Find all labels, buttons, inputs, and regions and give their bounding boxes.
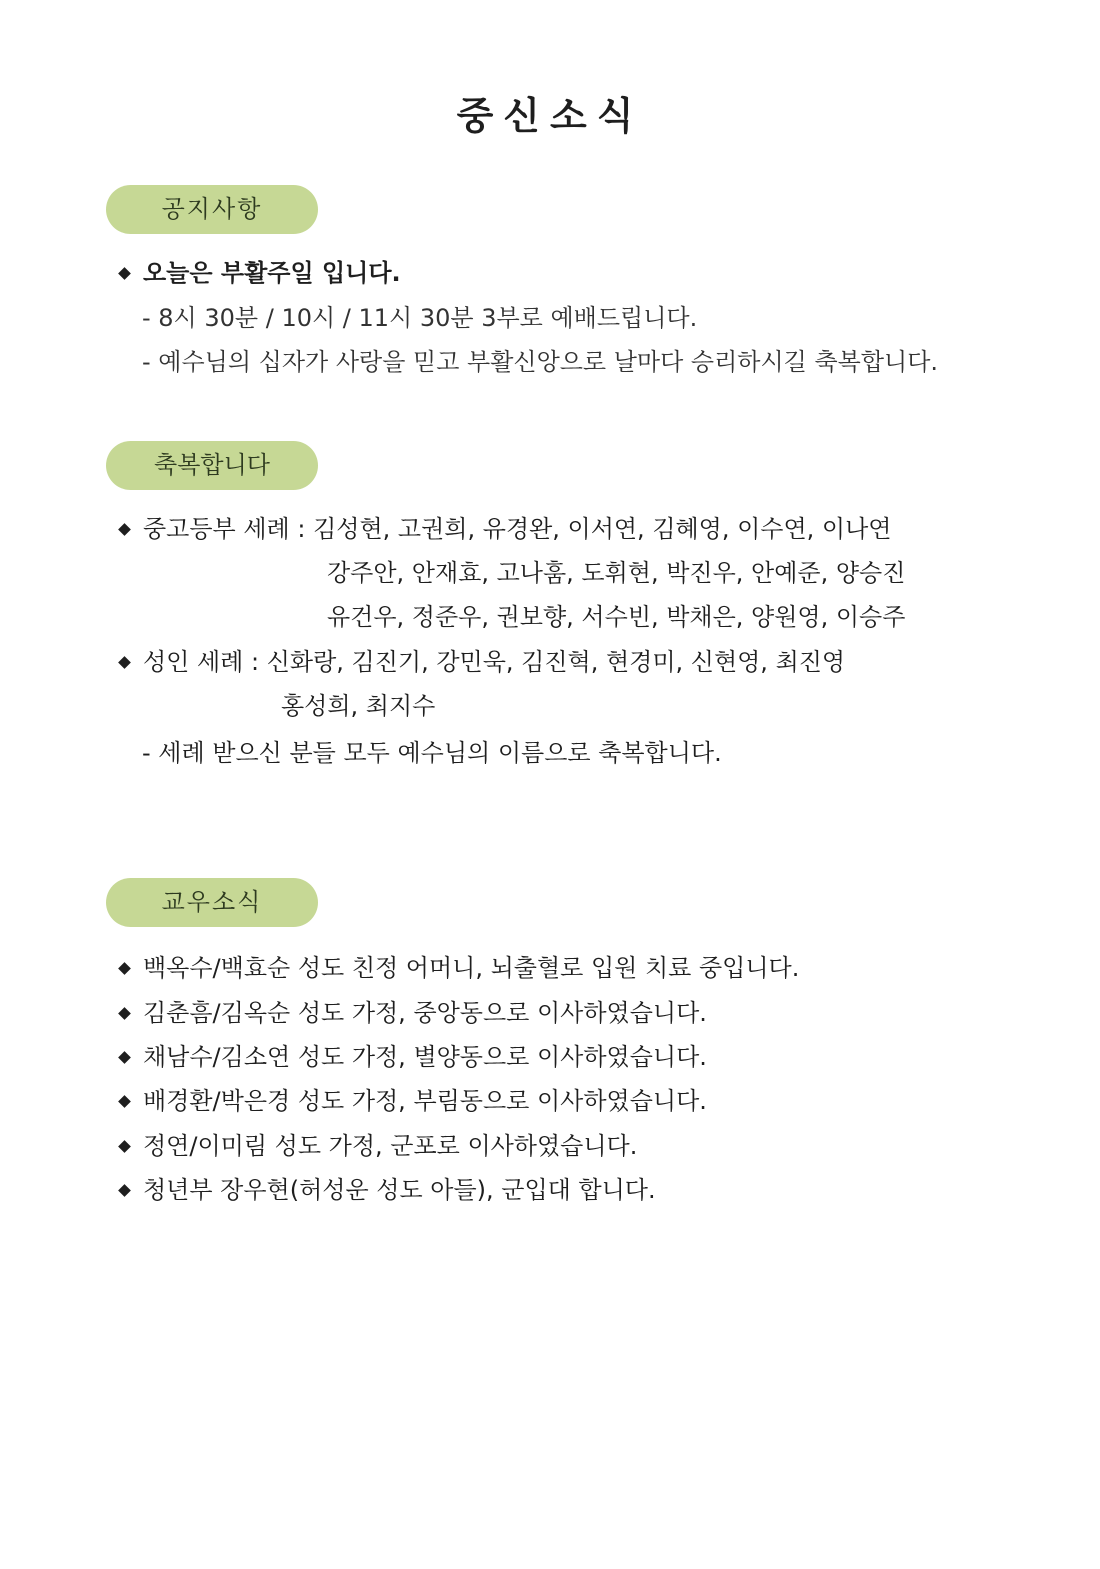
youth-baptism-text: 중고등부 세례 : 김성현, 고권희, 유경완, 이서연, 김혜영, 이수연, 이나연	[143, 515, 892, 543]
diamond-bullet-icon	[118, 523, 131, 536]
notice-sub-1: - 8시 30분 / 10시 / 11시 30분 3부로 예배드립니다.	[142, 304, 698, 332]
member-news-item	[120, 1130, 637, 1162]
member-news-text: 김춘흠/김옥순 성도 가정, 중앙동으로 이사하였습니다.	[143, 999, 707, 1027]
notice-main-text: 오늘은 부활주일 입니다.	[143, 259, 401, 287]
member-news-text: 백옥수/백효순 성도 친정 어머니, 뇌출혈로 입원 치료 중입니다.	[143, 954, 800, 982]
member-news-item	[120, 1174, 656, 1206]
diamond-bullet-icon	[118, 1184, 131, 1197]
notices-section-label: 공지사항	[106, 185, 318, 234]
member-news-text: 청년부 장우현(허성운 성도 아들), 군입대 합니다.	[143, 1176, 656, 1204]
diamond-bullet-icon	[118, 962, 131, 975]
member-news-text: 배경환/박은경 성도 가정, 부림동으로 이사하였습니다.	[143, 1087, 707, 1115]
diamond-bullet-icon	[118, 1051, 131, 1064]
member-news-item	[120, 952, 799, 984]
member-news-text: 채남수/김소연 성도 가정, 별양동으로 이사하였습니다.	[143, 1043, 707, 1071]
adult-baptism-line-1	[120, 646, 845, 678]
blessings-section-label: 축복합니다	[106, 441, 318, 490]
diamond-bullet-icon	[118, 1007, 131, 1020]
members-section-label: 교우소식	[106, 878, 318, 927]
diamond-bullet-icon	[118, 267, 131, 280]
adult-baptism-line-2: 홍성희, 최지수	[281, 692, 436, 720]
diamond-bullet-icon	[118, 656, 131, 669]
youth-baptism-line-3: 유건우, 정준우, 권보향, 서수빈, 박채은, 양원영, 이승주	[327, 603, 906, 631]
page-title: 중신소식	[456, 94, 644, 138]
member-news-item	[120, 997, 707, 1029]
member-news-item	[120, 1085, 707, 1117]
diamond-bullet-icon	[118, 1140, 131, 1153]
adult-baptism-text: 성인 세례 : 신화랑, 김진기, 강민욱, 김진혁, 현경미, 신현영, 최진영	[143, 648, 846, 676]
blessings-closing: - 세례 받으신 분들 모두 예수님의 이름으로 축복합니다.	[142, 739, 722, 767]
notice-sub-2: - 예수님의 십자가 사랑을 믿고 부활신앙으로 날마다 승리하시길 축복합니다.	[142, 348, 939, 376]
diamond-bullet-icon	[118, 1095, 131, 1108]
member-news-item	[120, 1041, 707, 1073]
notice-main	[120, 257, 401, 289]
member-news-text: 정연/이미림 성도 가정, 군포로 이사하였습니다.	[143, 1132, 638, 1160]
youth-baptism-line-1	[120, 513, 892, 545]
youth-baptism-line-2: 강주안, 안재효, 고나훔, 도휘현, 박진우, 안예준, 양승진	[327, 559, 906, 587]
